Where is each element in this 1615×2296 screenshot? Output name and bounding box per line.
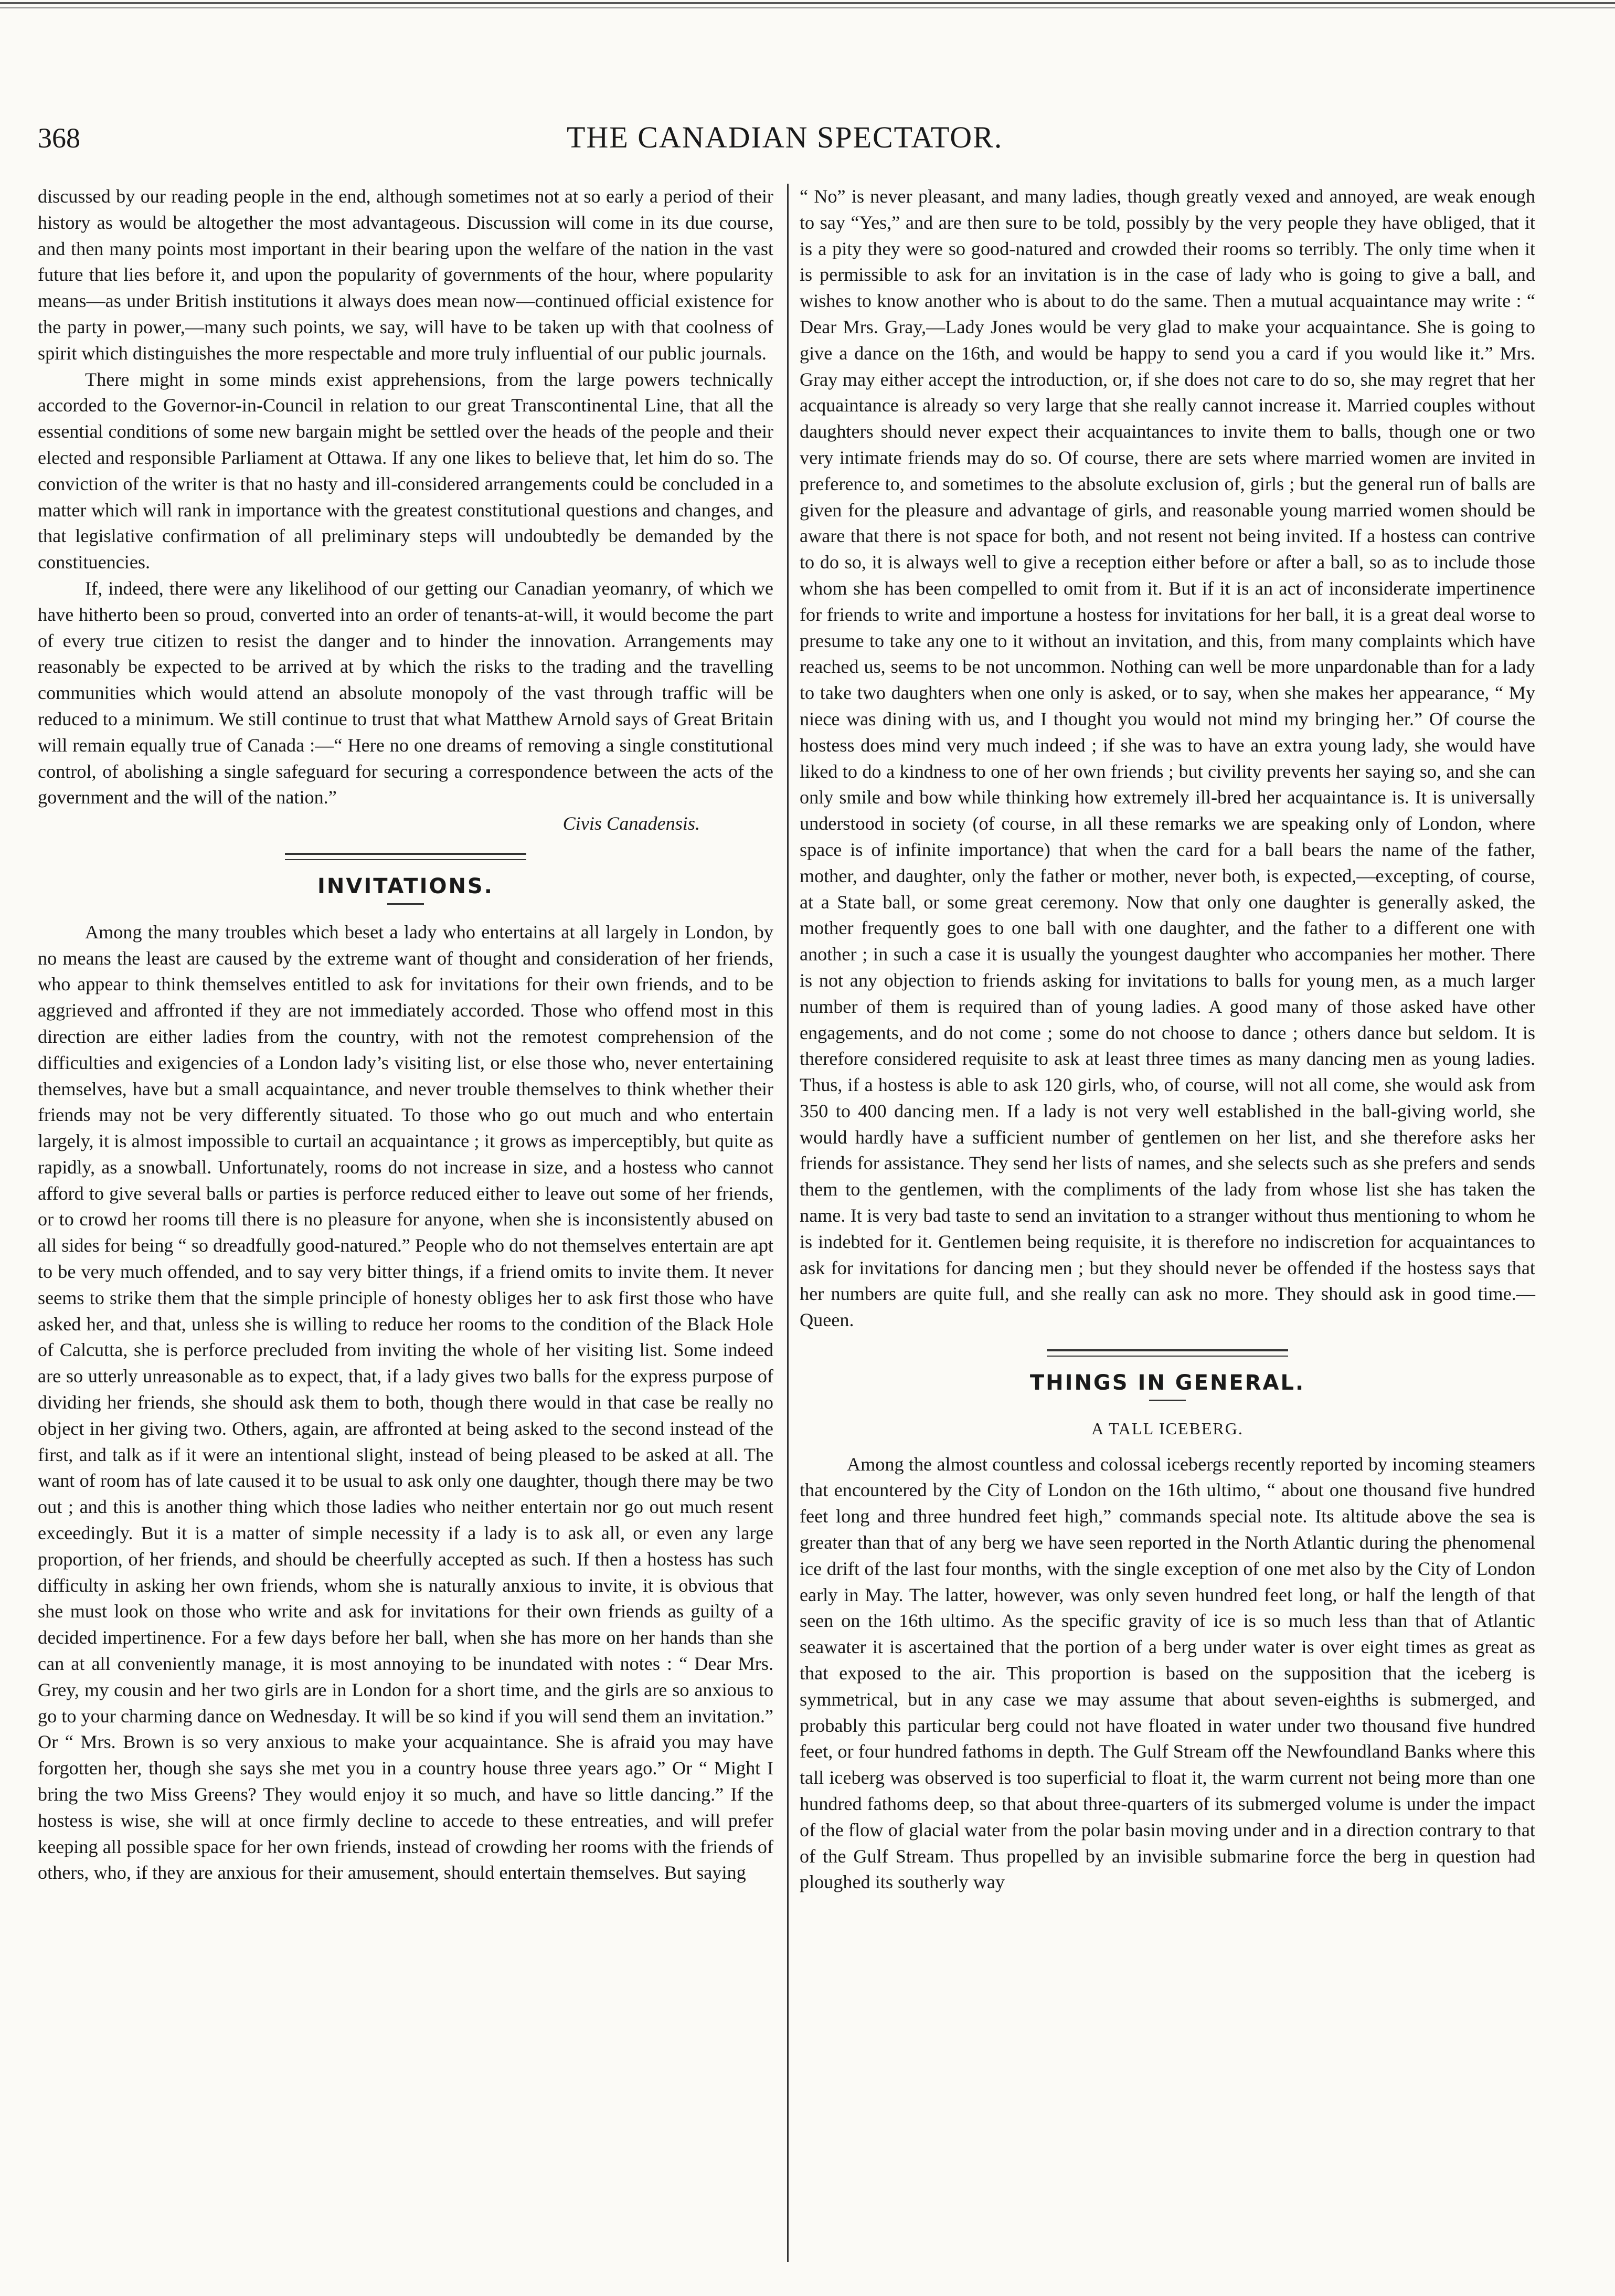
running-head: THE CANADIAN SPECTATOR. [567,120,1003,154]
article-paragraph: discussed by our reading people in the end, although sometimes not at so early a period of their history as would be altogether the most advantageous. Discussion will come in its due course, and then many points most important in their bearing upon the welfare of the nation in the vast future that lies before it, and upon the popularity of governments of the hour, where popularity means—as under British institutions it always does mean now—continued official existence for the party in power,—many such points, we say, will have to be taken up with that coolness of spirit which distinguishes the more respectable and more truly influential of our public journals. [38,186,773,364]
heading-underline [387,903,424,905]
right-column [800,184,1535,1896]
article-paragraph: There might in some minds exist apprehensions, from the large powers technically accorded to the Governor-in-Council in relation to our great Transcontinental Line, that all the essential conditions of some new bargain might be settled over the heads of the people and their elected and responsible Parliament at Ottawa. If any one likes to believe that, let him do so. The conviction of the writer is that no hasty and ill-considered arrangements could be concluded in a matter which will rank in importance with the greatest constitutional questions and changes, and that legislative confirmation of all preliminary steps will undoubtedly be demanded by the constituencies. [38,368,773,573]
article-paragraph: “ No” is never pleasant, and many ladies, though greatly vexed and annoyed, are weak enough to say “Yes,” and are then sure to be told, possibly by the very people they have obliged, that it is a pity they were so good-natured and crowded their rooms so terribly. The only time when it is permissible to ask for an invitation is in the case of lady who is going to give a ball, and wishes to know another who is about to do the same. Then a mutual acquaintance may write : “ Dear Mrs. Gray,—Lady Jones would be very glad to make your acquaintance. She is going to give a dance on the 16th, and would be happy to send you a card if you would like it.” Mrs. Gray may either accept the introduction, or, if she does not care to do so, she may regret that her acquaintance is already so very large that she really cannot increase it. Married couples without daughters should never expect their acquaintances to invite them to balls, though one or two very intimate friends may do so. Of course, there are sets where married women are invited in preference to, and sometimes to the absolute exclusion of, girls ; but the general run of balls are given for the pleasure and advantage of girls, and reasonable young married women should be aware that there is not space for both, and not resent not being invited. If a hostess can contrive to do so, it is always well to give a reception either before or after a ball, so as to include those whom she has been compelled to omit from it. But if it is an act of inconsiderate impertinence for friends to write and importune a hostess for invitations for her ball, it is a great deal worse to presume to take any one to it without an invitation, and this, from many complaints which have reached us, seems to be not uncommon. Nothing can well be more unpardonable than for a lady to take two daughters when one only is asked, or to say, when she makes her appearance, “ My niece was dining with us, and I thought you would not mind my bringing her.” Of course the hostess does mind very much indeed ; if she was to have an extra young lady, she would have liked to do a kindness to one of her own friends ; but civility prevents her saying so, and she can only smile and bow while thinking how extremely ill-bred her acquaintance is. It is universally understood in society (of course, in all these remarks we are speaking only of London, where space is of infinite importance) that when the card for a ball bears the name of the father, mother, and daughter, only the father or mother, never both, is expected,—excepting, of course, at a State ball, or some great ceremony. Now that only one daughter is generally asked, the mother frequently goes to one ball with one daughter, and the father to a different one with another ; in such a case it is usually the youngest daughter who accompanies her mother. There is not any objection to friends asking for invitations to balls for young men, as a much larger number of them is required than of young ladies. A good many of those asked have other engagements, and do not come ; some do not choose to dance ; others dance but seldom. It is therefore considered requisite to ask at least three times as many dancing men as young ladies. Thus, if a hostess is able to ask 120 girls, who, of course, will not all come, she would ask from 350 to 400 dancing men. If a lady is not very well established in the ball-giving world, she would hardly have a sufficient number of gentlemen on her list, and she therefore asks her friends for assistance. They send her lists of names, and she selects such as she prefers and sends them to the gentlemen, with the compliments of the lady from whose list she has taken the name. It is very bad taste to send an invitation to a stranger without thus mentioning to whom he is indebted for it. Gentlemen being requisite, it is therefore no indiscretion for acquaintances to ask for invitations for dancing men ; but they should never be offended if the hostess says that her numbers are quite full, and she really can ask no more. They should ask in good time.—Queen. [800,186,1535,1331]
section-heading-things-in-general: THINGS IN GENERAL. [1029,1371,1305,1395]
section-heading-invitations: INVITATIONS. [317,874,494,898]
top-border-rule-thin [0,7,1615,8]
top-border-rule [0,2,1615,4]
section-divider [38,853,773,860]
article-paragraph: If, indeed, there were any likelihood of our getting our Canadian yeomanry, of which we have hitherto been so proud, converted into an order of tenants-at-will, it would become the part of every true citizen to resist the danger and to hinder the innovation. Arrangements may reasonably be expected to be arrived at by which the risks to the trading and the travelling communities which would attend an absolute monopoly of the vast through traffic will be reduced to a minimum. We still continue to trust that what Matthew Arnold says of Great Britain will remain equally true of Canada :—“ Here no one dreams of removing a single constitutional control, of abolishing a single safeguard for securing a correspondence between the acts of the government and the will of the nation.” [38,577,773,808]
left-column [38,184,773,1886]
page-number: 368 [38,122,80,154]
article-paragraph: Among the almost countless and colossal icebergs recently reported by incoming steamers that encountered by the City of London on the 16th ultimo, “ about one thousand five hundred feet long and three hundred feet high,” commands special note. Its altitude above the sea is greater than that of any berg we have seen reported in the North Atlantic during the phenomenal ice drift of the last four months, with the single exception of one met also by the City of London early in May. The latter, however, was only seven hundred feet long, or half the length of that seen on the 16th ultimo. As the specific gravity of ice is so much less than that of Atlantic seawater it is ascertained that the portion of a berg under water is over eight times as great as that exposed to the air. This proportion is based on the supposition that the iceberg is symmetrical, but in any case we may assume that about seven-eighths is submerged, and probably this particular berg could not have floated in water under two thousand five hundred feet, or four hundred fathoms in depth. The Gulf Stream off the Newfoundland Banks where this tall iceberg was observed is too superficial to float it, the warm current not being more than one hundred fathoms deep, so that about three-quarters of its submerged volume is under the impact of the flow of glacial water from the polar basin moving under and in a direction contrary to that of the Gulf Stream. Thus propelled by an invisible submarine force the berg in question had ploughed its southerly way [800,1453,1535,1893]
article-subheading: A TALL ICEBERG. [1091,1419,1244,1438]
article-paragraph: Among the many troubles which beset a lady who entertains at all largely in London, by no means the least are caused by the extreme want of thought and consideration of her friends, who appear to think themselves entitled to ask for invitations for their own friends, and to be aggrieved and affronted if they are not immediately accorded. Those who offend most in this direction are either ladies from the country, with not the remotest comprehension of the difficulties and exigencies of a London lady’s visiting list, or else those who, never entertaining themselves, have but a small acquaintance, and never trouble themselves to think whether their friends may not be very differently situated. To those who go out much and who entertain largely, it is almost impossible to curtail an acquaintance ; it grows as imperceptibly, but quite as rapidly, as a snowball. Unfortunately, rooms do not increase in size, and a hostess who cannot afford to give several balls or parties is perforce reduced either to leave out some of her friends, or to crowd her rooms till there is no pleasure for anyone, when she is inconsistently abused on all sides for being “ so dreadfully good-natured.” People who do not themselves entertain are apt to be very much offended, and to say very bitter things, if a friend omits to invite them. It never seems to strike them that the simple principle of honesty obliges her to ask first those who have asked her, and that, unless she is willing to reduce her rooms to the condition of the Black Hole of Calcutta, she is perforce precluded from inviting the whole of her visiting list. Some indeed are so utterly unreasonable as to expect, that, if a lady gives two balls for the express purpose of dividing her friends, she should ask them to both, though there would in that case be really no object in her giving two. Others, again, are affronted at being asked to the second instead of the first, and talk as if it were an intentional slight, instead of being pleased to be asked at all. The want of room has of late caused it to be usual to ask only one daughter, though there may be two out ; and this is another thing which those ladies who neither entertain nor go out much resent exceedingly. But it is a matter of simple necessity if a lady is to ask all, or even any large proportion, of her friends, and should be cheerfully accepted as such. If then a hostess has such difficulty in asking her own friends, whom she is naturally anxious to invite, it is obvious that she must look on those who write and ask for invitations for their own friends as guilty of a decided impertinence. For a few days before her ball, when she has more on her hands than she can at all conveniently manage, it is most annoying to be inundated with notes : “ Dear Mrs. Grey, my cousin and her two girls are in London for a short time, and the girls are so anxious to go to your charming dance on Wednesday. It will be so kind if you will send them an invitation.” Or “ Mrs. Brown is so very anxious to make your acquaintance. She is afraid you may have forgotten her, though she says she met you in a country house three years ago.” Or “ Might I bring the two Miss Greens? They would enjoy it so much, and have so little dancing.” If the hostess is wise, she will at once firmly decline to accede to these entreaties, and will prefer keeping all possible space for her own friends, instead of crowding her rooms with the friends of others, who, if they are anxious for their amusement, should entertain themselves. But saying [38,921,773,1884]
column-divider [787,184,789,2262]
heading-underline [1149,1400,1186,1401]
section-divider [800,1349,1535,1357]
author-signature: Civis Canadensis. [562,813,700,834]
